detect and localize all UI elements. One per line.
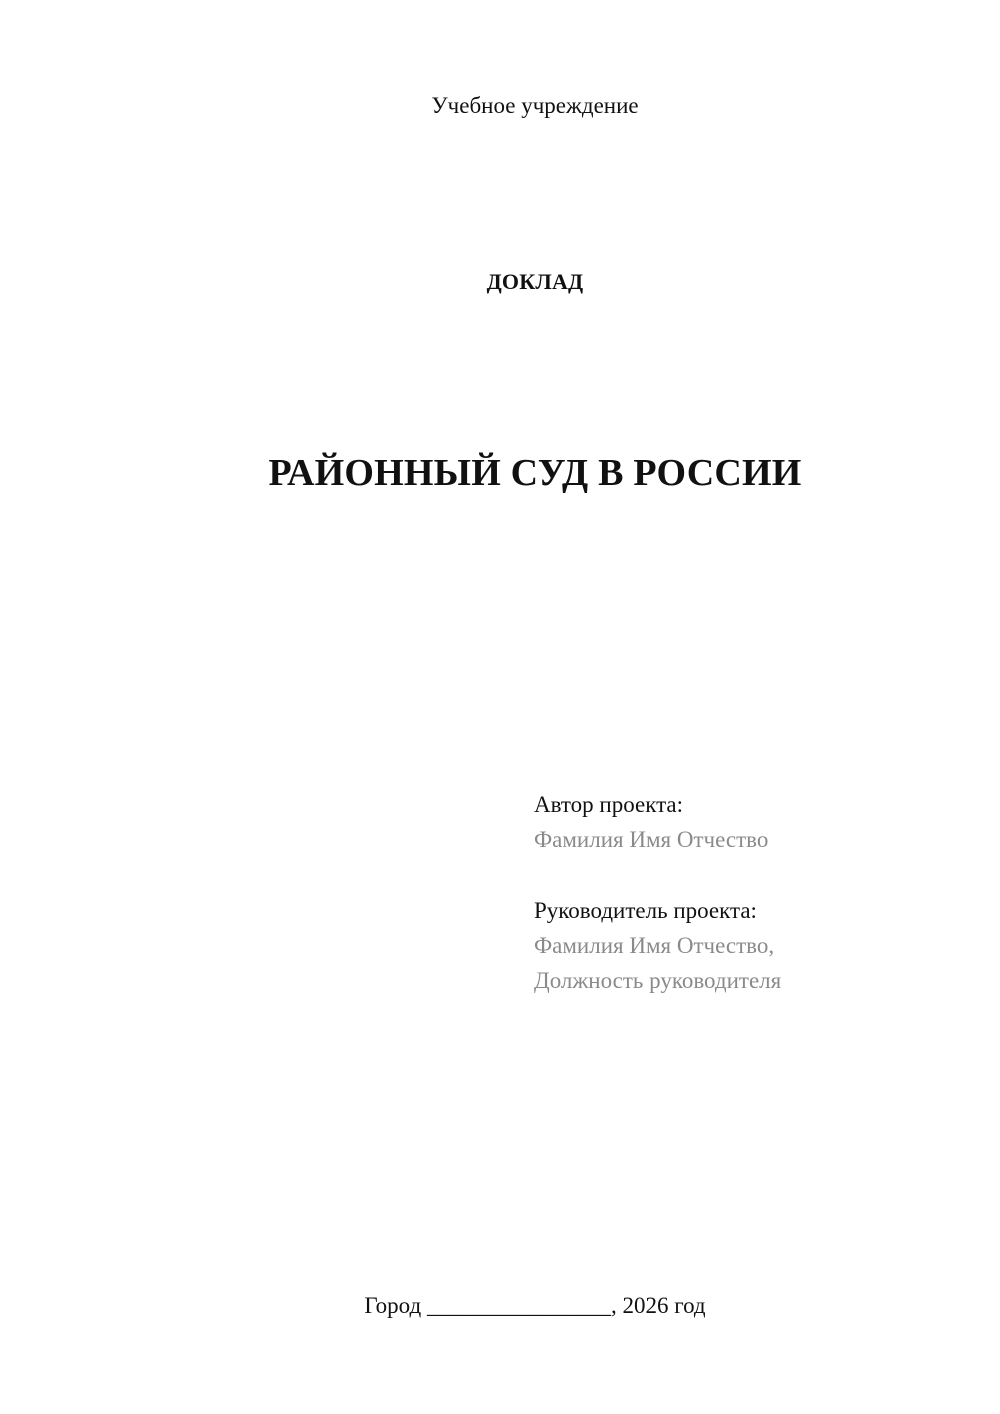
- supervisor-name-placeholder: Фамилия Имя Отчество,: [534, 933, 775, 958]
- supervisor-position-placeholder: Должность руководителя: [534, 968, 782, 993]
- document-title: РАЙОННЫЙ СУД В РОССИИ: [268, 452, 802, 494]
- institution-name: Учебное учреждение: [431, 93, 639, 118]
- city-year-footer: Город ________________, 2026 год: [364, 1293, 706, 1318]
- supervisor-label: Руководитель проекта:: [534, 898, 757, 923]
- author-label: Автор проекта:: [534, 792, 683, 817]
- document-type: ДОКЛАД: [486, 269, 584, 294]
- project-credits: [534, 787, 964, 998]
- author-name-placeholder: Фамилия Имя Отчество: [534, 827, 769, 852]
- credits-spacer: [534, 857, 964, 893]
